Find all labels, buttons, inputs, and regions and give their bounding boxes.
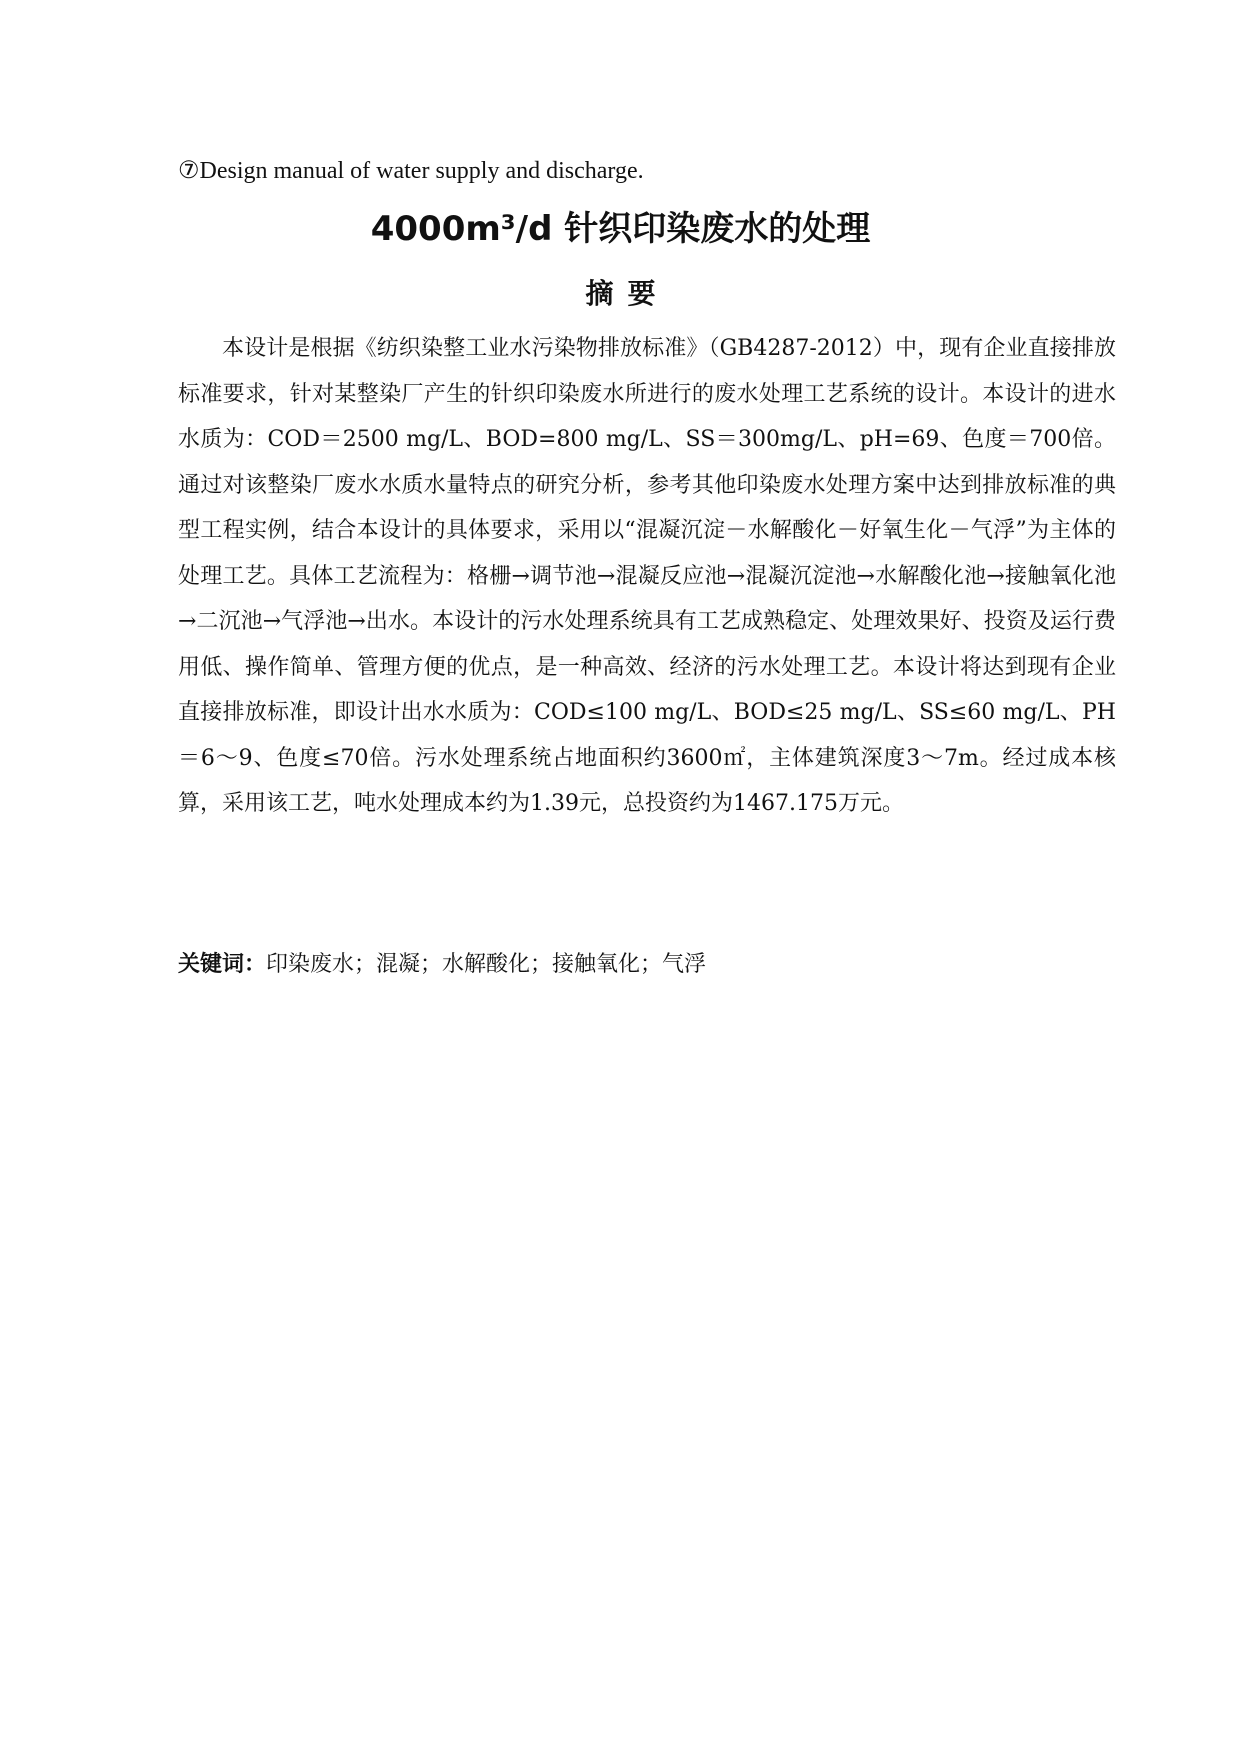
abstract-heading: 摘要 [585, 277, 670, 310]
keywords-label: 关键词： [178, 952, 267, 977]
keywords-line [178, 948, 706, 982]
document-title: 4000m³/d 针织印染废水的处理 [370, 209, 871, 249]
abstract-paragraph: 本设计是根据《纺织染整工业水污染物排放标准》（GB4287-2012）中，现有企业直接排放标准要求，针对某整染厂产生的针织印染废水所进行的废水处理工艺系统的设计。本设计的进水水质为：COD＝2500 mg/L、BOD=800 mg/L、SS＝300mg/L、pH=69、色度＝700倍。通过对该整染厂废水水质水量特点的研究分析，参考其他印染废水处理方案中达到排放标准的典型工程实例，结合本设计的具体要求，采用以“混凝沉淀－水解酸化－好氧生化－气浮”为主体的处理工艺。具体工艺流程为：格栅→调节池→混凝反应池→混凝沉淀池→水解酸化池→接触氧化池→二沉池→气浮池→出水。本设计的污水处理系统具有工艺成熟稳定、处理效果好、投资及运行费用低、操作简单、管理方便的优点，是一种高效、经济的污水处理工艺。本设计将达到现有企业直接排放标准，即设计出水水质为：COD≤100 mg/L、BOD≤25 mg/L、SS≤60 mg/L、PH＝6～9、色度≤70倍。污水处理系统占地面积约3600㎡，主体建筑深度3～7m。经过成本核算，采用该工艺，吨水处理成本约为1.39元，总投资约为1467.175万元。 [178, 336, 1116, 816]
reference-item: ⑦Design manual of water supply and discharge. [178, 158, 644, 184]
keywords-list: 印染废水；混凝；水解酸化；接触氧化；气浮 [266, 952, 707, 977]
